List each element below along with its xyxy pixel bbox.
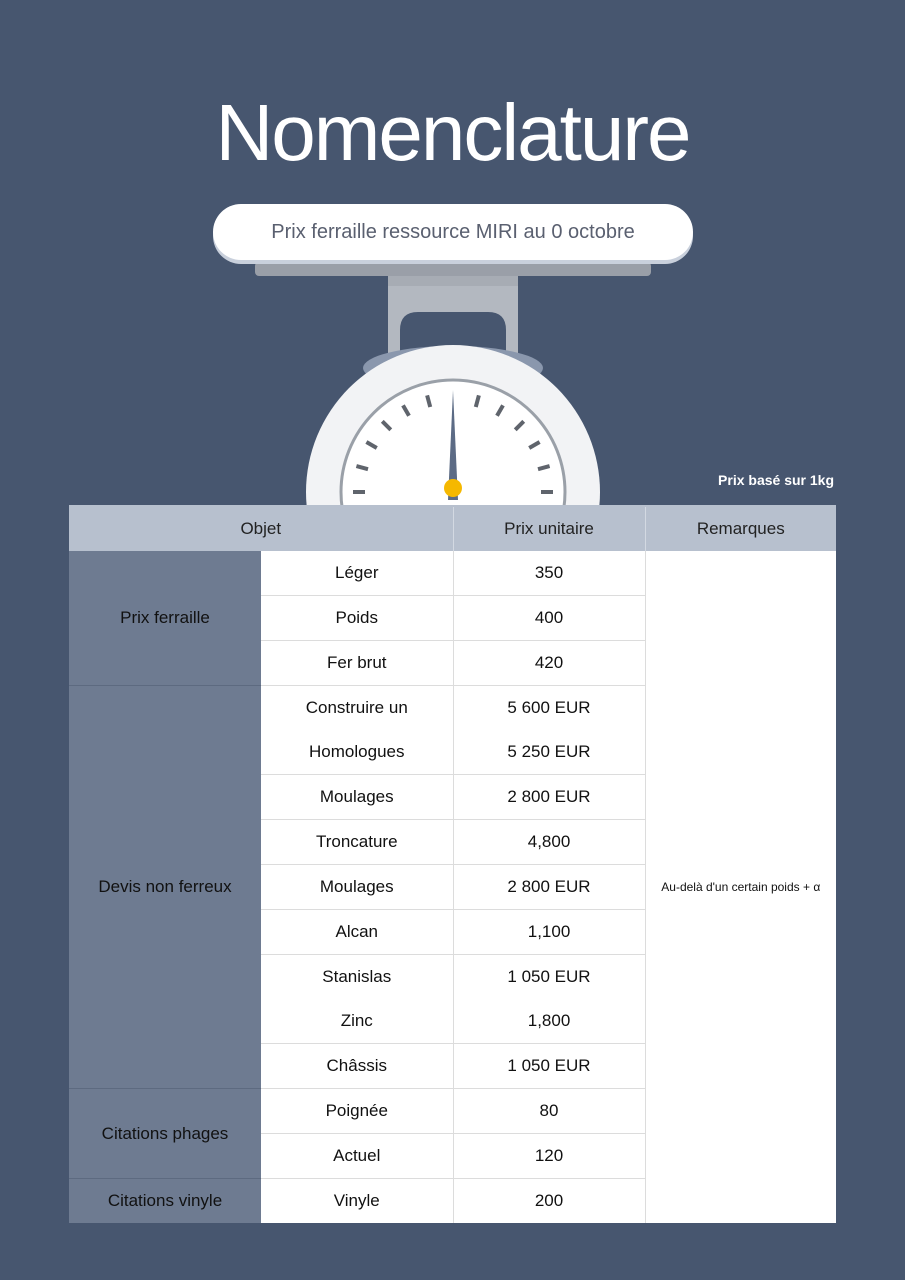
price-cell: 350 bbox=[453, 551, 645, 596]
price-cell: 2 800 EUR bbox=[453, 775, 645, 820]
item-cell: Poids bbox=[261, 596, 453, 641]
price-cell: 5 250 EUR bbox=[453, 730, 645, 775]
category-phages: Citations phages bbox=[69, 1089, 261, 1179]
price-cell: 420 bbox=[453, 641, 645, 686]
page-title: Nomenclature bbox=[215, 88, 690, 177]
item-cell: Moulages bbox=[261, 865, 453, 910]
header-remarks: Remarques bbox=[645, 507, 836, 551]
item-cell: Alcan bbox=[261, 910, 453, 955]
price-cell: 1 050 EUR bbox=[453, 1044, 645, 1089]
item-cell: Fer brut bbox=[261, 641, 453, 686]
table-row bbox=[69, 551, 836, 596]
price-cell: 200 bbox=[453, 1179, 645, 1224]
category-nonferrous: Devis non ferreux bbox=[69, 686, 261, 1089]
category-vinyl: Citations vinyle bbox=[69, 1179, 261, 1224]
header-unit-price: Prix unitaire bbox=[453, 507, 645, 551]
category-scrap: Prix ferraille bbox=[69, 551, 261, 686]
price-cell: 1,800 bbox=[453, 999, 645, 1044]
item-cell: Stanislas bbox=[261, 955, 453, 1000]
item-cell: Construire un bbox=[261, 686, 453, 731]
item-cell: Châssis bbox=[261, 1044, 453, 1089]
table-header-row bbox=[69, 507, 836, 551]
price-cell: 80 bbox=[453, 1089, 645, 1134]
subtitle-text: Prix ferraille ressource MIRI au 0 octobre bbox=[271, 220, 635, 243]
item-cell: Vinyle bbox=[261, 1179, 453, 1224]
price-cell: 2 800 EUR bbox=[453, 865, 645, 910]
price-cell: 5 600 EUR bbox=[453, 686, 645, 731]
item-cell: Troncature bbox=[261, 820, 453, 865]
header-object: Objet bbox=[69, 507, 453, 551]
price-cell: 4,800 bbox=[453, 820, 645, 865]
price-cell: 120 bbox=[453, 1134, 645, 1179]
subtitle-pill bbox=[213, 204, 693, 260]
item-cell: Moulages bbox=[261, 775, 453, 820]
unit-note: Prix basé sur 1kg bbox=[718, 472, 834, 488]
price-table bbox=[69, 507, 836, 1223]
item-cell: Poignée bbox=[261, 1089, 453, 1134]
price-cell: 1,100 bbox=[453, 910, 645, 955]
item-cell: Zinc bbox=[261, 999, 453, 1044]
item-cell: Actuel bbox=[261, 1134, 453, 1179]
item-cell: Homologues bbox=[261, 730, 453, 775]
price-cell: 1 050 EUR bbox=[453, 955, 645, 1000]
item-cell: Léger bbox=[261, 551, 453, 596]
price-cell: 400 bbox=[453, 596, 645, 641]
remark-cell: Au-delà d'un certain poids + α bbox=[645, 551, 836, 1223]
scale-illustration bbox=[0, 0, 905, 520]
